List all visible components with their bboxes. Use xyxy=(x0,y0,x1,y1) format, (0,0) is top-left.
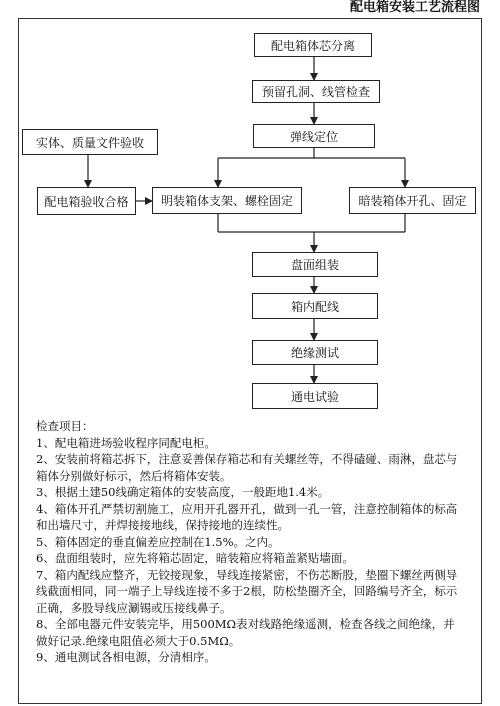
note-item-3: 3、根据土建50线确定箱体的安装高度，一般距地1.4米。 xyxy=(36,485,330,499)
step-box-accepted-label: 配电箱验收合格 xyxy=(44,194,129,209)
step-material-check xyxy=(22,129,158,155)
note-item-7: 7、箱内配线应整齐，无铰接现象，导线连接紧密，不伤芯断股，垫圈下螺丝两侧导线截面相同，同一端子上导线连接不多于2根，防松垫圈齐全，回路编号齐全，标示正确，多股导线应涮锡或压接线鼻子。 xyxy=(36,567,458,615)
notes-heading: 检查项目： xyxy=(36,419,94,433)
step-locate-label: 弹线定位 xyxy=(289,129,338,144)
step-box-wiring-label: 箱内配线 xyxy=(290,299,339,314)
step-concealed-mount-label: 暗装箱体开孔、固定 xyxy=(358,194,467,208)
step-surface-mount-label: 明装箱体支架、螺栓固定 xyxy=(160,194,293,208)
note-item-1: 1、配电箱进场验收程序同配电柜。 xyxy=(36,435,216,450)
step-box-wiring xyxy=(252,293,378,319)
step-separate-label: 配电箱体芯分离 xyxy=(270,38,355,53)
note-item-4: 4、箱体开孔严禁切割施工，应用开孔器开孔，做到一孔一管，注意控制箱体的标高和出墙尺寸，并焊接接地线，保持接地的连续性。 xyxy=(36,501,458,532)
step-concealed-mount xyxy=(349,187,476,214)
step-panel-assembly-label: 盘面组装 xyxy=(290,258,339,272)
step-box-accepted xyxy=(37,187,136,215)
note-item-8: 8、全部电器元件安装完毕，用500MΩ表对线路绝缘遥测，检查各线之间绝缘，并做好记录.绝缘电阻值必须大于0.5MΩ。 xyxy=(36,617,455,648)
inspection-notes xyxy=(36,418,466,666)
note-item-6: 6、盘面组装时，应先将箱芯固定，暗装箱应将箱盖紧贴墙面。 xyxy=(36,551,354,565)
page-title: 配电箱安装工艺流程图 xyxy=(349,0,480,15)
step-separate xyxy=(254,33,372,57)
step-reserve-check xyxy=(252,80,380,103)
step-panel-assembly xyxy=(252,252,378,277)
step-power-test-label: 通电试验 xyxy=(290,389,339,404)
note-item-5: 5、箱体固定的垂直偏差应控制在1.5%。之内。 xyxy=(36,534,280,549)
note-item-9: 9、通电测试各相电源，分清相序。 xyxy=(36,650,216,664)
step-reserve-check-label: 预留孔洞、线管检查 xyxy=(261,85,370,99)
step-material-check-label: 实体、质量文件验收 xyxy=(35,135,144,150)
step-insulation-test-label: 绝缘测试 xyxy=(290,346,339,360)
step-power-test xyxy=(252,383,378,409)
step-locate xyxy=(253,124,375,148)
step-surface-mount xyxy=(152,187,302,214)
note-item-2: 2、安装前将箱芯拆下，注意妥善保存箱芯和有关螺丝等，不得磕碰、雨淋，盘芯与箱体分别做好标示，然后将箱体安装。 xyxy=(36,452,458,483)
step-insulation-test xyxy=(252,340,378,365)
